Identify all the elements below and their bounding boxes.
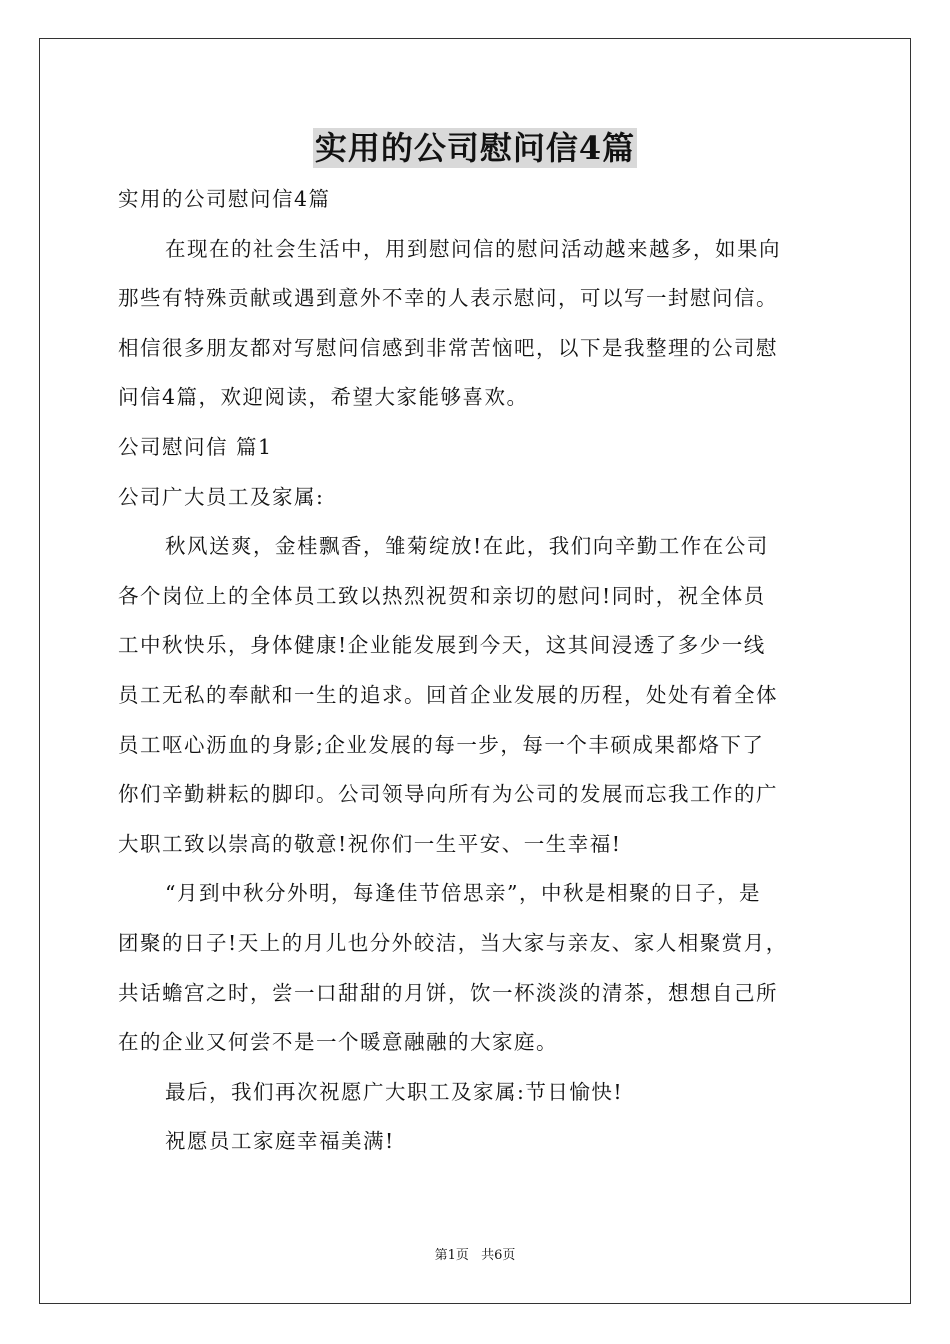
body-line: 最后，我们再次祝愿广大职工及家属:节日愉快! bbox=[165, 1079, 624, 1104]
body-line: 共话蟾宫之时，尝一口甜甜的月饼，饮一杯淡淡的清茶，想想自己所 bbox=[118, 980, 778, 1005]
body-line: 工中秋快乐，身体健康!企业能发展到今天，这其间浸透了多少一线 bbox=[118, 633, 766, 658]
body-line: 员工呕心沥血的身影;企业发展的每一步，每一个丰硕成果都烙下了 bbox=[118, 732, 765, 757]
body-line: 实用的公司慰问信4篇 bbox=[118, 187, 331, 211]
body-line: 大职工致以崇高的敬意!祝你们一生平安、一生幸福! bbox=[118, 831, 622, 856]
body-line: 秋风送爽，金桂飘香，雏菊绽放!在此，我们向辛勤工作在公司 bbox=[165, 534, 769, 559]
page-number-current: 第1页 bbox=[434, 1248, 469, 1263]
document-title: 实用的公司慰问信4篇 bbox=[314, 129, 636, 167]
body-line: 在的企业又何尝不是一个暖意融融的大家庭。 bbox=[118, 1030, 558, 1055]
body-line: 公司广大员工及家属: bbox=[118, 484, 325, 509]
page-footer bbox=[0, 1244, 950, 1263]
body-line: 在现在的社会生活中，用到慰问信的慰问活动越来越多，如果向 bbox=[165, 236, 781, 261]
page-number-total: 共6页 bbox=[481, 1248, 516, 1263]
body-line: 团聚的日子!天上的月儿也分外皎洁，当大家与亲友、家人相聚赏月， bbox=[118, 930, 788, 955]
body-line: 公司慰问信 篇1 bbox=[118, 434, 273, 459]
body-line: 祝愿员工家庭幸福美满! bbox=[165, 1129, 395, 1154]
document-body bbox=[118, 175, 834, 1167]
body-line: 问信4篇，欢迎阅读，希望大家能够喜欢。 bbox=[118, 385, 529, 410]
body-line: 各个岗位上的全体员工致以热烈祝贺和亲切的慰问!同时，祝全体员 bbox=[118, 583, 766, 608]
body-line: 那些有特殊贡献或遇到意外不幸的人表示慰问，可以写一封慰问信。 bbox=[118, 286, 778, 311]
document-title-container bbox=[0, 128, 950, 174]
body-line: 相信很多朋友都对写慰问信感到非常苦恼吧，以下是我整理的公司慰 bbox=[118, 335, 778, 360]
body-line: 你们辛勤耕耘的脚印。公司领导向所有为公司的发展而忘我工作的广 bbox=[118, 782, 778, 807]
body-line: “月到中秋分外明，每逢佳节倍思亲”，中秋是相聚的日子，是 bbox=[165, 881, 761, 906]
body-line: 员工无私的奉献和一生的追求。回首企业发展的历程，处处有着全体 bbox=[118, 682, 778, 707]
